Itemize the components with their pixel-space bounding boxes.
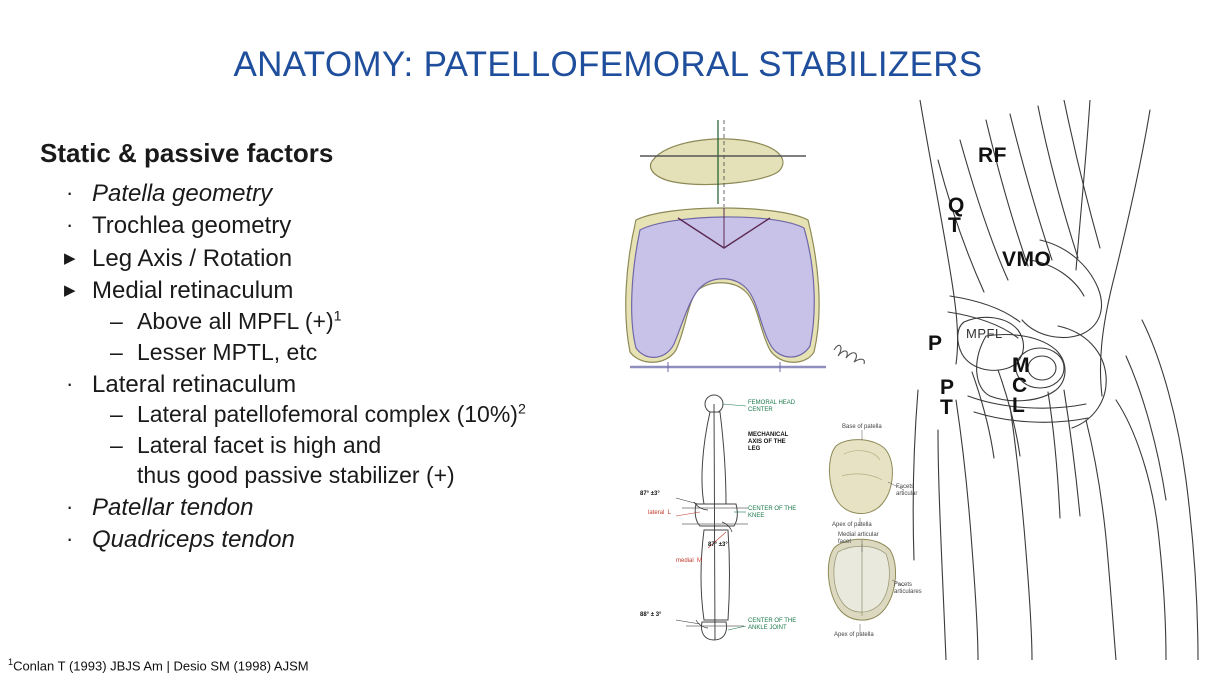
footnote-ref: 1 (333, 308, 342, 325)
bullet-triangle-icon: ▶ (64, 249, 76, 267)
list-item-label: Medial retinaculum (92, 277, 294, 305)
knee-sagittal-sketch (890, 100, 1216, 660)
knee-label-rf: RF (978, 144, 1007, 167)
bullet-dash-icon: – (110, 432, 123, 459)
footnote-ref: 2 (517, 401, 526, 418)
bullet-dot-icon: · (66, 526, 74, 552)
bullet-dot-icon: · (66, 370, 74, 396)
patella-label-medial-facet: Medial articular facet (838, 532, 879, 545)
knee-label-qt: QT (948, 194, 965, 237)
knee-label-mpfl: MPFL (966, 326, 1003, 341)
list-item-label: Above all MPFL (+) (137, 307, 334, 334)
list-item (38, 370, 638, 491)
list-item-label: Patella geometry (92, 180, 273, 207)
list-item-label: Lateral facet is high and (137, 432, 382, 459)
bullet-triangle-icon: ▶ (64, 282, 76, 300)
knee-label-mcl: MCL (1012, 354, 1030, 417)
bullet-dot-icon: · (66, 212, 74, 238)
list-item-label: Lateral patellofemoral complex (10%) (137, 401, 518, 428)
patella-label-facets: Facets articular (896, 484, 918, 497)
section-heading: Static & passive factors (40, 138, 334, 168)
axis-label-femoral-head: FEMORAL HEAD CENTER (748, 400, 796, 413)
knee-sagittal-figure (890, 100, 1216, 660)
patella-label-facets-articulares: Facets articulares (894, 582, 922, 595)
knee-label-pt: PT (940, 376, 955, 419)
footnote-marker: 1 (8, 656, 14, 667)
bullet-dash-icon: – (110, 338, 123, 365)
list-item-label-continuation: thus good passive stabilizer (+) (137, 461, 455, 488)
axis-label-medial: medial M (676, 558, 703, 564)
list-item (92, 431, 638, 491)
footnote (8, 657, 309, 673)
list-item-label: Trochlea geometry (92, 212, 292, 240)
femoral-condyles-figure (548, 112, 898, 382)
list-item-label: Lesser MPTL, etc (137, 338, 318, 365)
bullet-dot-icon: · (66, 493, 74, 519)
axis-label-mechanical-axis: MECHANICAL AXIS OF THE LEG (748, 432, 789, 452)
list-item-label: Quadriceps tendon (92, 526, 295, 554)
knee-label-vmo: VMO (1002, 248, 1052, 271)
axis-label-knee-center: CENTER OF THE KNEE (748, 506, 797, 519)
page-title: ANATOMY: PATELLOFEMORAL STABILIZERS (233, 45, 983, 84)
axis-label-lateral: lateral L (648, 510, 672, 516)
bullet-dash-icon: – (110, 307, 123, 334)
patella-label-apex-posterior: Apex of patella (834, 632, 874, 638)
bullet-dot-icon: · (66, 180, 74, 205)
femoral-condyles-illustration (548, 112, 898, 382)
list-item-label: Leg Axis / Rotation (92, 244, 293, 272)
axis-angle-ankle: 88° ± 3° (640, 612, 662, 618)
bullet-dash-icon: – (110, 401, 123, 428)
footnote-text: Conlan T (1993) JBJS Am | Desio SM (1998) AJSM (13, 658, 309, 673)
list-item (92, 400, 638, 430)
axis-angle-tibial: 87° ±3° (708, 542, 728, 548)
axis-label-ankle-center: CENTER OF THE ANKLE JOINT (748, 618, 797, 631)
list-item (38, 493, 638, 523)
axis-angle-femoral: 87° ±3° (640, 491, 660, 497)
list-item-label: Patellar tendon (92, 493, 254, 521)
patella-label-apex-anterior: Apex of patella (832, 522, 872, 528)
patella-label-base: Base of patella (842, 424, 882, 430)
knee-label-p: P (928, 332, 943, 355)
sub-list-lateral (92, 400, 638, 491)
list-item-label: Lateral retinaculum (92, 370, 297, 398)
list-item (38, 525, 638, 555)
